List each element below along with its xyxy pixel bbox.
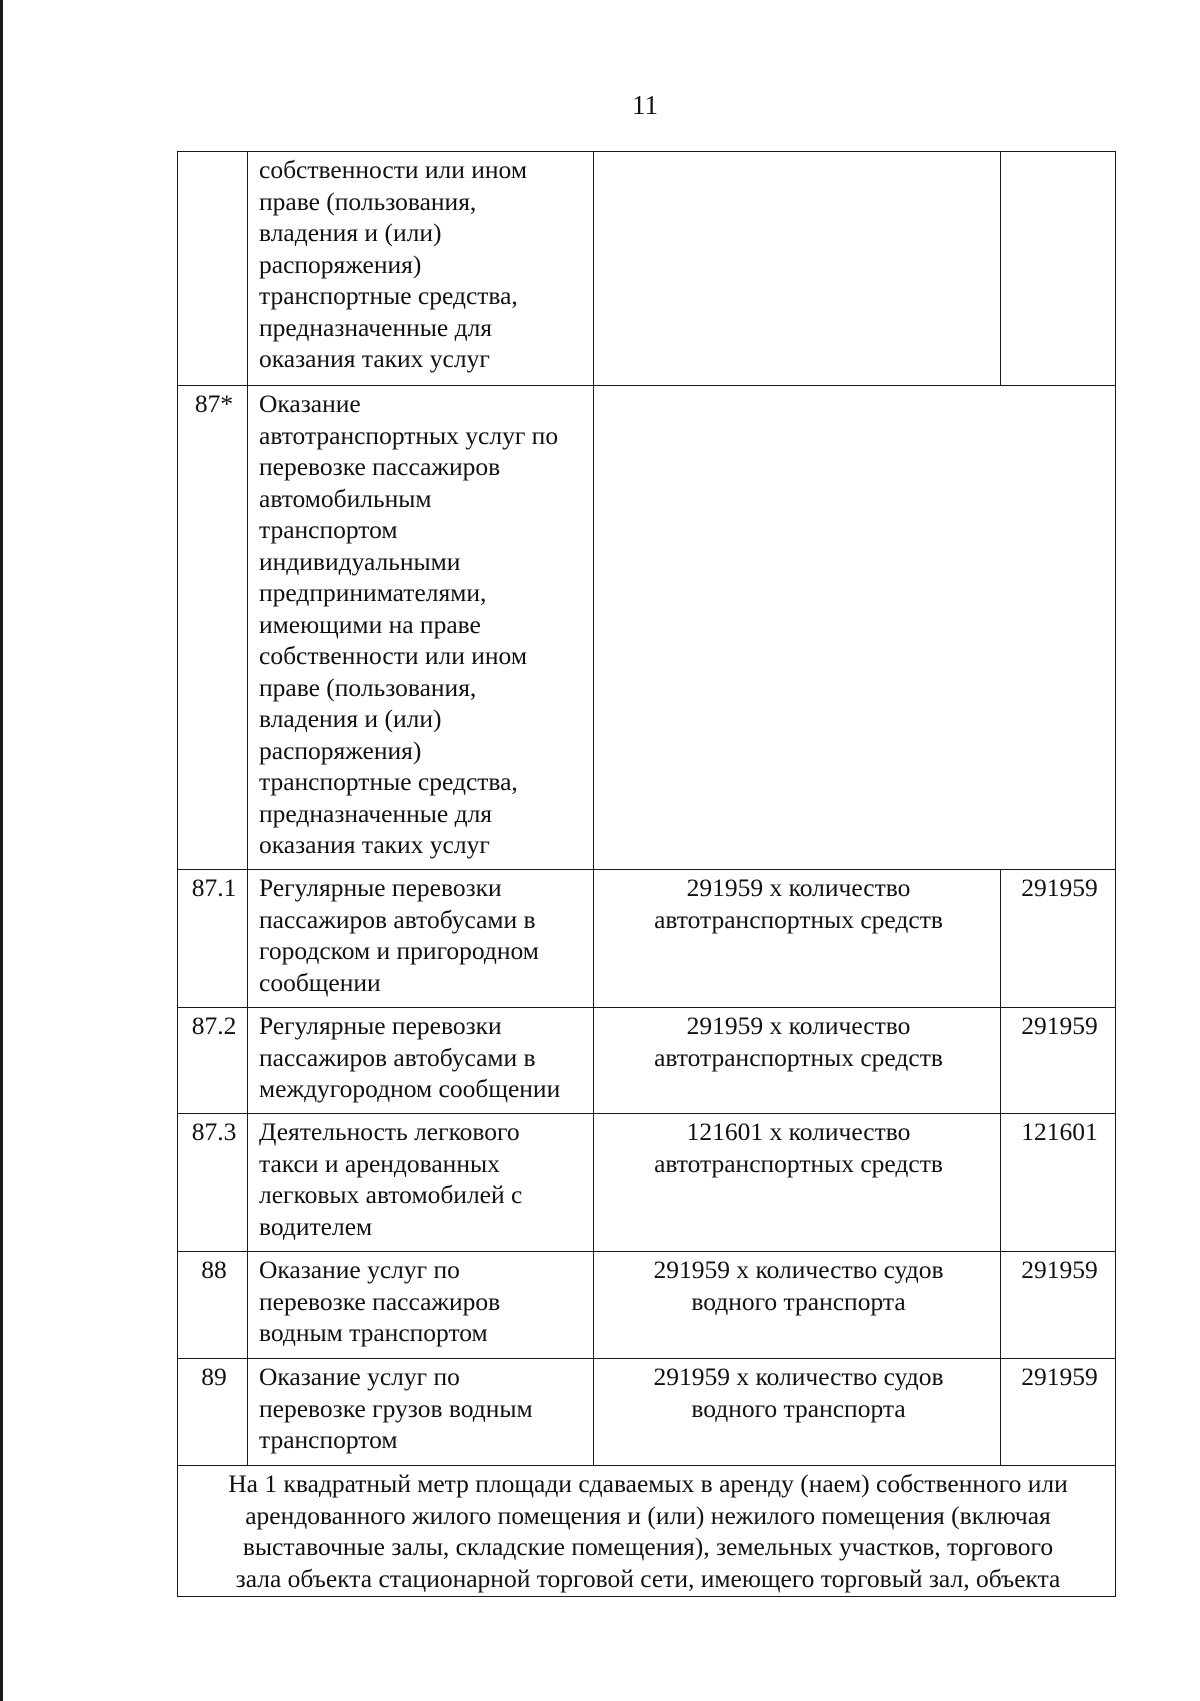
table-row <box>178 1252 1116 1359</box>
row-number: 87.1 <box>178 870 248 1008</box>
table-row <box>178 1114 1116 1252</box>
table-row <box>178 870 1116 1008</box>
income-formula: 291959 х количество автотранспортных средств <box>594 870 1001 1008</box>
row-number: 88 <box>178 1252 248 1359</box>
activity-description: Оказание услуг по перевозке грузов водным транспортом <box>248 1359 594 1466</box>
table-row <box>178 152 1116 386</box>
income-amount: 291959 <box>1001 870 1116 1008</box>
table-row <box>178 1008 1116 1114</box>
activity-description: Оказание автотранспортных услуг по перевозке пассажиров автомобильным транспортом индивидуальными предпринимателями, имеющими на праве собственности или ином праве (пользования, владения и (или) распоряжения) транспортные средства, предназначенные для оказания таких услуг <box>248 386 594 870</box>
income-amount: 291959 <box>1001 1008 1116 1114</box>
row-number <box>178 152 248 386</box>
row-number: 87.2 <box>178 1008 248 1114</box>
activity-description: собственности или ином праве (пользования, владения и (или) распоряжения) транспортные средства, предназначенные для оказания таких услуг <box>248 152 594 386</box>
income-amount <box>1001 152 1116 386</box>
activity-description: Оказание услуг по перевозке пассажиров водным транспортом <box>248 1252 594 1359</box>
row-number: 89 <box>178 1359 248 1466</box>
income-amount: 291959 <box>1001 1359 1116 1466</box>
income-formula: 291959 х количество судов водного транспорта <box>594 1359 1001 1466</box>
income-formula <box>594 152 1001 386</box>
income-amount: 291959 <box>1001 1252 1116 1359</box>
table-row <box>178 386 1116 870</box>
income-formula: 121601 х количество автотранспортных средств <box>594 1114 1001 1252</box>
tariff-table <box>177 151 1116 1597</box>
activity-description: Регулярные перевозки пассажиров автобусами в междугородном сообщении <box>248 1008 594 1114</box>
row-number: 87* <box>178 386 248 870</box>
income-formula <box>594 386 1116 870</box>
table-footer-row <box>178 1466 1116 1597</box>
page-number: 11 <box>632 90 658 120</box>
section-header-text: На 1 квадратный метр площади сдаваемых в аренду (наем) собственного или арендованного жилого помещения и (или) нежилого помещения (включая выставочные залы, складские помещения), земельных участков, торгового зала объекта стационарной торговой сети, имеющего торговый зал, объекта <box>178 1466 1116 1597</box>
row-number: 87.3 <box>178 1114 248 1252</box>
income-formula: 291959 х количество судов водного транспорта <box>594 1252 1001 1359</box>
activity-description: Деятельность легкового такси и арендованных легковых автомобилей с водителем <box>248 1114 594 1252</box>
scan-left-edge <box>0 0 3 1701</box>
table-row <box>178 1359 1116 1466</box>
income-amount: 121601 <box>1001 1114 1116 1252</box>
income-formula: 291959 х количество автотранспортных средств <box>594 1008 1001 1114</box>
activity-description: Регулярные перевозки пассажиров автобусами в городском и пригородном сообщении <box>248 870 594 1008</box>
